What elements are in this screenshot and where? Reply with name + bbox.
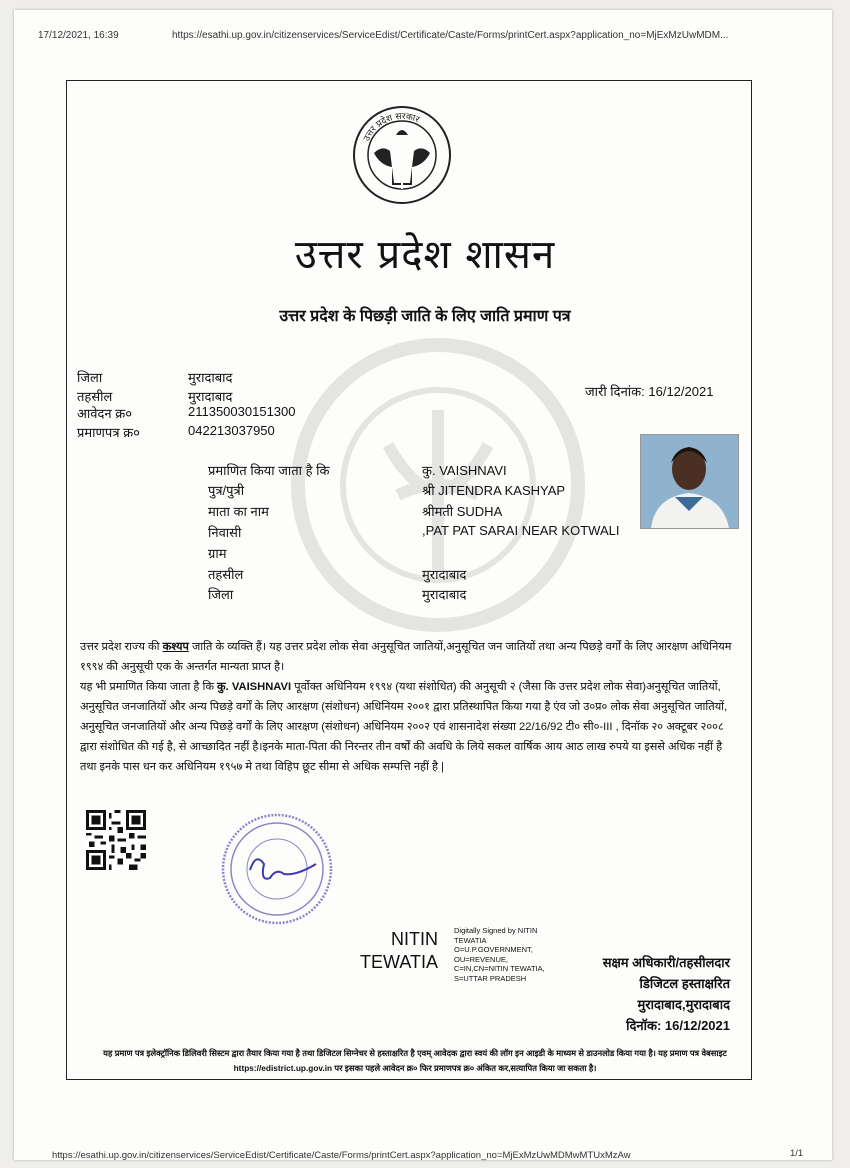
detail-label: निवासी bbox=[208, 525, 242, 540]
detail-label: ग्राम bbox=[208, 546, 227, 561]
detail-value: मुरादाबाद bbox=[422, 587, 467, 602]
footnote: यह प्रमाण पत्र इलेक्ट्रॉनिक डिलिवरी सिस्टम द्वारा तैयार किया गया है तथा डिजिटल सिग्नेचर से हस्ताक्षरित है एवम् आवेदक द्वारा स्वयं की लॉग इन आइडी के माध्यम से डाउनलोड किया गया है। यह प्रमाण पत्र वेबसाइट https://edistrict.up.gov.in पर इसका पहले आवेदन क्र० फिर प्रमाणपत्र क्र० अंकित कर,सत्यापित किया जा सकता है। bbox=[103, 1048, 727, 1073]
statement-text: उत्तर प्रदेश राज्य की bbox=[80, 641, 163, 653]
detail-value: कु. VAISHNAVI bbox=[422, 463, 507, 478]
person-photo-icon bbox=[641, 435, 738, 528]
document-title: उत्तर प्रदेश शासन bbox=[294, 232, 556, 278]
emblem-text: उत्तर प्रदेश सरकार bbox=[362, 111, 421, 144]
document-subtitle: उत्तर प्रदेश के पिछड़ी जाति के लिए जाति प्रमाण पत्र bbox=[279, 308, 571, 325]
header-url[interactable]: https://esathi.up.gov.in/citizenservices/ServiceEdist/Certificate/Caste/Forms/printCert.aspx?application_no=MjExMzUwMDM... bbox=[172, 30, 729, 41]
page-count: 1/1 bbox=[790, 1148, 804, 1159]
print-date: 17/12/2021, 16:39 bbox=[38, 30, 119, 41]
footer-url[interactable]: https://esathi.up.gov.in/citizenservices/ServiceEdist/Certificate/Caste/Forms/printCert.aspx?application_no=MjExMzUwMDMwMTUxMzAw bbox=[52, 1150, 631, 1161]
detail-label: माता का नाम bbox=[208, 504, 269, 519]
application-number-label: आवेदन क्र० bbox=[77, 406, 132, 421]
qr-code-icon[interactable] bbox=[86, 810, 146, 870]
official-seal-icon bbox=[220, 812, 335, 927]
tehsil-label: तहसील bbox=[77, 389, 113, 404]
certificate-number-label: प्रमाणपत्र क्र० bbox=[77, 425, 140, 440]
applicant-name: कु. VAISHNAVI bbox=[217, 681, 292, 693]
statement-text: जाति के व्यक्ति हैं। यह उत्तर प्रदेश लोक सेवा अनुसूचित जातियों,अनुसूचित जन जातियों तथा अन्य पिछड़े वर्गों के लिए आरक्षण अधिनियम १९९४ की अनुसूची एक के अन्तर्गत मान्यता प्राप्त है। bbox=[80, 641, 732, 673]
authority-signed: डिजिटल हस्ताक्षरित bbox=[639, 976, 730, 991]
detail-value: मुरादाबाद bbox=[422, 567, 467, 582]
certificate-number-value: 042213037950 bbox=[188, 423, 275, 438]
authority-date: दिनॉक: 16/12/2021 bbox=[626, 1018, 730, 1033]
svg-text:उत्तर प्रदेश सरकार bbox=[362, 112, 421, 143]
statement-text: पूर्वोक्त अधिनियम १९९४ (यथा संशोधित) की अनुसूची २ (जैसा कि उत्तर प्रदेश लोक सेवा)अनुसूचित जातियों, अनुसूचित जनजातियों और अन्य पिछड़े वर्गों के लिए आरक्षण (संशोधन) अधिनियम २००१ द्वारा प्रतिस्थापित किया गया है एंव जो उ०प्र० लोक सेवा अनुसूचित जातियों, अनुसूचित जनजातियों और अन्य पिछड़े वर्गों के लिए आरक्षण (संशोधन) अधिनियम २००२ एवं शासनादेश संख्या 22/16/92 टी० सी०-III , दिनॉक २० अक्टूबर २००८ द्वारा संशोधित की गई है, से आच्छादित नहीं है।इनके माता-पिता की निरन्तर तीन वर्षों की अवधि के लिये सकल वार्षिक आय आठ लाख रुपये या इससे अधिक नहीं है तथा इनके पास धन कर अधिनियम १९५७ मे तथा विहिप छूट सीमा से अधिक सम्पत्ति नहीं है | bbox=[80, 681, 728, 773]
tehsil-value: मुरादाबाद bbox=[188, 389, 233, 404]
detail-label: तहसील bbox=[208, 567, 244, 582]
district-label: जिला bbox=[77, 370, 103, 385]
authority-title: सक्षम अधिकारी/तहसीलदार bbox=[602, 955, 730, 970]
detail-label: प्रमाणित किया जाता है कि bbox=[208, 463, 330, 478]
detail-value: ,PAT PAT SARAI NEAR KOTWALI bbox=[422, 523, 620, 538]
statement-text: यह भी प्रमाणित किया जाता है कि bbox=[80, 681, 218, 693]
up-government-emblem-icon bbox=[352, 105, 452, 205]
application-number-value: 211350030151300 bbox=[188, 404, 296, 419]
detail-label: जिला bbox=[208, 587, 234, 602]
issuing-authority bbox=[560, 952, 730, 1036]
applicant-photo bbox=[640, 434, 739, 529]
district-value: मुरादाबाद bbox=[188, 370, 233, 385]
authority-location: मुरादाबाद,मुरादाबाद bbox=[637, 997, 730, 1012]
signer-name bbox=[360, 928, 438, 974]
caste-name: कश्यप bbox=[162, 641, 189, 653]
detail-label: पुत्र/पुत्री bbox=[208, 483, 245, 498]
signer-first-name: NITIN bbox=[391, 929, 438, 949]
digital-signature-info: Digitally Signed by NITIN TEWATIA O=U.P.GOVERNMENT, OU=REVENUE, C=IN,CN=NITIN TEWATIA, S=UTTAR PRADESH bbox=[454, 926, 545, 983]
certificate-statement bbox=[80, 637, 740, 777]
detail-value: श्रीमती SUDHA bbox=[422, 504, 503, 519]
signer-last-name: TEWATIA bbox=[360, 952, 438, 972]
detail-value: श्री JITENDRA KASHYAP bbox=[422, 483, 566, 498]
issue-date: जारी दिनांक: 16/12/2021 bbox=[585, 384, 714, 399]
